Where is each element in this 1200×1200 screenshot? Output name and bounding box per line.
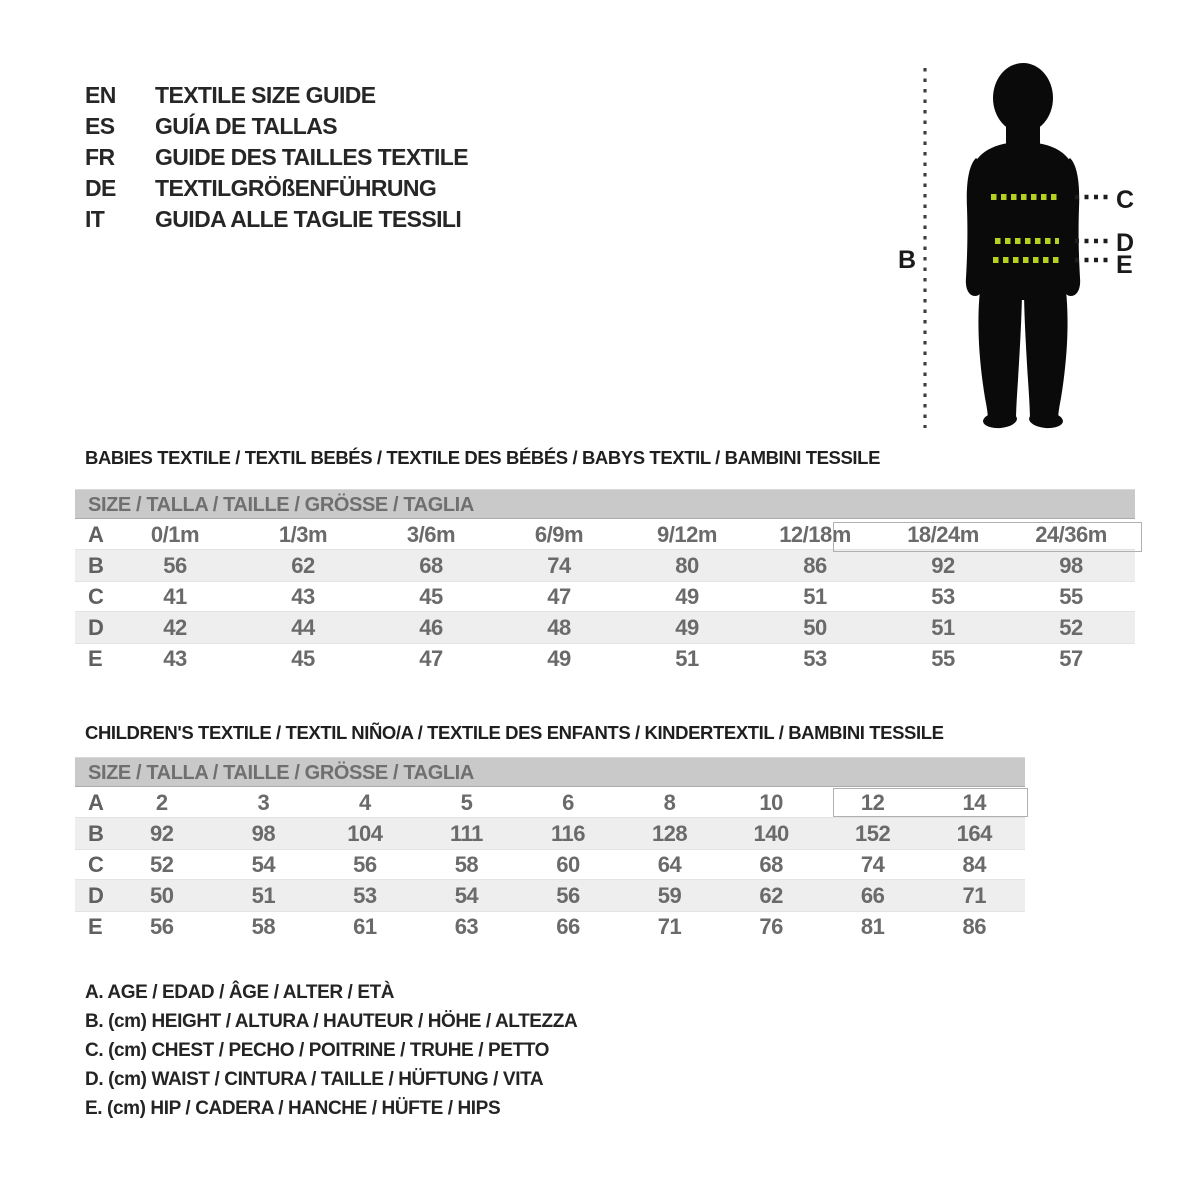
size-cell: 49 (547, 646, 571, 671)
legend-line: A. AGE / EDAD / ÂGE / ALTER / ETÀ (85, 982, 395, 1003)
language-row (85, 142, 468, 173)
size-cell: 51 (675, 646, 699, 671)
size-cell: 18/24m (907, 522, 979, 547)
size-cell: 12/18m (779, 522, 851, 547)
children-size-table (75, 757, 1025, 942)
babies-table-rows (75, 519, 1135, 674)
child-measurement-diagram (870, 50, 1170, 465)
table-row (75, 849, 1025, 880)
size-cell: 54 (454, 883, 479, 908)
guide-title: TEXTILGRÖßENFÜHRUNG (155, 175, 437, 201)
size-cell: 116 (550, 821, 585, 846)
table-row (75, 787, 1025, 818)
language-code: FR (85, 144, 115, 170)
size-cell: 51 (251, 883, 276, 908)
size-cell: 76 (759, 914, 783, 939)
size-cell: 51 (931, 615, 955, 640)
size-cell: 58 (454, 852, 479, 877)
table-row (75, 643, 1135, 674)
size-cell: 47 (547, 584, 571, 609)
size-cell: 46 (419, 615, 443, 640)
table-row (75, 581, 1135, 612)
row-label: B (88, 821, 104, 846)
size-cell: 164 (956, 821, 992, 846)
size-cell: 140 (753, 821, 789, 846)
guide-title: TEXTILE SIZE GUIDE (155, 82, 376, 108)
row-label: D (88, 883, 104, 908)
size-cell: 9/12m (657, 522, 717, 547)
babies-size-table (75, 489, 1135, 674)
size-cell: 59 (657, 883, 682, 908)
size-cell: 6 (562, 790, 574, 815)
size-cell: 62 (291, 553, 315, 578)
size-cell: 14 (962, 790, 986, 815)
size-cell: 63 (454, 914, 479, 939)
measurement-legend (85, 978, 577, 1123)
size-cell: 61 (353, 914, 377, 939)
size-cell: 24/36m (1035, 522, 1107, 547)
waist-label: D (1116, 229, 1135, 257)
row-label: A (88, 790, 104, 815)
row-label: D (88, 615, 104, 640)
size-cell: 53 (931, 584, 955, 609)
size-cell: 80 (675, 553, 699, 578)
size-cell: 3 (257, 790, 270, 815)
size-cell: 56 (556, 883, 580, 908)
size-cell: 56 (163, 553, 187, 578)
size-cell: 44 (291, 615, 315, 640)
row-label: E (88, 646, 103, 671)
table-row (75, 519, 1135, 550)
children-table-rows (75, 787, 1025, 942)
size-cell: 98 (1059, 553, 1083, 578)
size-cell: 66 (556, 914, 580, 939)
size-cell: 48 (547, 615, 571, 640)
legend-line: E. (cm) HIP / CADERA / HANCHE / HÜFTE / HIPS (85, 1098, 501, 1119)
size-cell: 43 (291, 584, 315, 609)
size-cell: 45 (419, 584, 443, 609)
size-cell: 53 (353, 883, 377, 908)
size-cell: 47 (419, 646, 443, 671)
legend-line: D. (cm) WAIST / CINTURA / TAILLE / HÜFTUNG / VITA (85, 1069, 544, 1090)
size-cell: 74 (547, 553, 571, 578)
size-cell: 57 (1059, 646, 1083, 671)
language-title-list (85, 80, 468, 235)
size-cell: 84 (962, 852, 986, 877)
chest-label: C (1116, 186, 1135, 214)
size-cell: 58 (251, 914, 276, 939)
language-code: DE (85, 175, 116, 201)
size-cell: 74 (860, 852, 885, 877)
size-cell: 71 (657, 914, 682, 939)
language-row (85, 111, 468, 142)
babies-table-header: SIZE / TALLA / TAILLE / GRÖSSE / TAGLIA (75, 489, 1135, 519)
size-cell: 62 (759, 883, 783, 908)
size-cell: 64 (657, 852, 682, 877)
size-cell: 81 (860, 914, 885, 939)
guide-title: GUIDE DES TAILLES TEXTILE (155, 144, 468, 170)
size-cell: 8 (663, 790, 676, 815)
legend-line: B. (cm) HEIGHT / ALTURA / HAUTEUR / HÖHE / ALTEZZA (85, 1011, 578, 1032)
size-cell: 55 (1059, 584, 1083, 609)
language-code: IT (85, 206, 105, 232)
size-cell: 12 (860, 790, 885, 815)
size-cell: 43 (163, 646, 187, 671)
size-cell: 4 (359, 790, 371, 815)
size-cell: 52 (1059, 615, 1083, 640)
size-cell: 92 (931, 553, 955, 578)
size-cell: 1/3m (278, 522, 328, 547)
size-cell: 128 (651, 821, 688, 846)
size-cell: 66 (860, 883, 885, 908)
table-row (75, 911, 1025, 942)
size-cell: 56 (150, 914, 174, 939)
legend-line: C. (cm) CHEST / PECHO / POITRINE / TRUHE / PETTO (85, 1040, 549, 1061)
row-label: B (88, 553, 104, 578)
row-label: A (88, 522, 104, 547)
size-cell: 92 (150, 821, 174, 846)
size-cell: 6/9m (534, 522, 584, 547)
table-row (75, 550, 1135, 581)
table-row (75, 612, 1135, 643)
size-cell: 49 (675, 615, 699, 640)
size-cell: 68 (419, 553, 443, 578)
children-table-header: SIZE / TALLA / TAILLE / GRÖSSE / TAGLIA (75, 757, 1025, 787)
size-cell: 86 (962, 914, 986, 939)
size-cell: 98 (251, 821, 276, 846)
size-cell: 10 (759, 790, 783, 815)
language-row (85, 173, 468, 204)
language-code: ES (85, 113, 115, 139)
size-cell: 51 (803, 584, 827, 609)
children-section-title: CHILDREN'S TEXTILE / TEXTIL NIÑO/A / TEXTILE DES ENFANTS / KINDERTEXTIL / BAMBINI TESSILE (85, 722, 944, 743)
size-cell: 60 (556, 852, 580, 877)
row-label: C (88, 852, 104, 877)
size-cell: 0/1m (150, 522, 200, 547)
size-cell: 2 (155, 790, 168, 815)
guide-title: GUÍA DE TALLAS (155, 113, 337, 139)
height-label: B (898, 246, 917, 274)
guide-title: GUIDA ALLE TAGLIE TESSILI (155, 206, 462, 232)
size-cell: 53 (803, 646, 827, 671)
size-cell: 86 (803, 553, 827, 578)
size-cell: 54 (251, 852, 276, 877)
size-cell: 104 (347, 821, 383, 846)
size-cell: 50 (150, 883, 174, 908)
size-cell: 49 (675, 584, 699, 609)
size-cell: 42 (163, 615, 187, 640)
size-cell: 41 (163, 584, 187, 609)
hip-label: E (1116, 251, 1133, 279)
size-cell: 71 (962, 883, 986, 908)
size-cell: 3/6m (406, 522, 456, 547)
row-label: C (88, 584, 104, 609)
size-cell: 45 (291, 646, 315, 671)
language-row (85, 204, 468, 235)
size-cell: 55 (931, 646, 955, 671)
size-cell: 52 (150, 852, 174, 877)
table-row (75, 880, 1025, 911)
size-cell: 111 (450, 821, 483, 846)
child-silhouette (966, 63, 1080, 429)
size-cell: 56 (353, 852, 377, 877)
size-cell: 68 (759, 852, 783, 877)
babies-section-title: BABIES TEXTILE / TEXTIL BEBÉS / TEXTILE DES BÉBÉS / BABYS TEXTIL / BAMBINI TESSILE (85, 447, 881, 468)
row-label: E (88, 914, 103, 939)
language-row (85, 80, 468, 111)
measurement-figure-svg (870, 50, 1170, 465)
size-cell: 152 (855, 821, 891, 846)
table-row (75, 818, 1025, 849)
size-cell: 5 (460, 790, 473, 815)
language-code: EN (85, 82, 116, 108)
size-cell: 50 (803, 615, 827, 640)
